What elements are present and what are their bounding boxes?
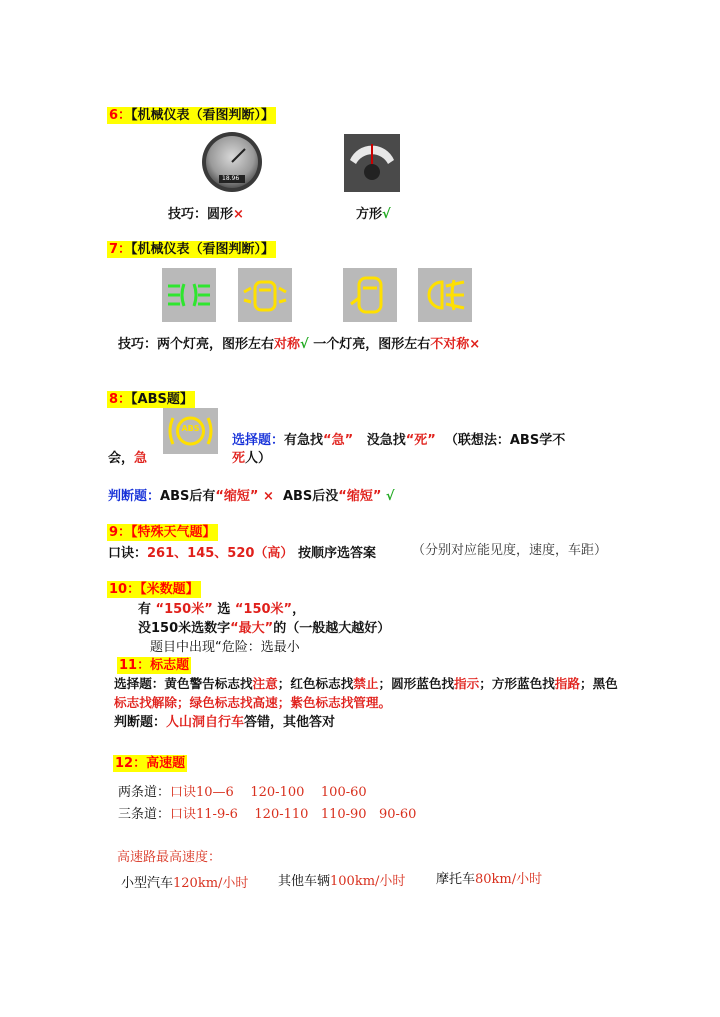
low-beam-indicator-icon	[162, 268, 216, 322]
s11-line1: 选择题：黄色警告标志找注意；红色标志找禁止；圆形蓝色找指示；方形蓝色找指路；黑色	[114, 676, 618, 691]
door-open-indicator-icon	[343, 268, 397, 322]
s10-line3: 题目中出现“危险：选最小	[150, 640, 300, 655]
hazard-car-indicator-icon	[238, 268, 292, 322]
s10-line1: 有 “150米” 选 “150米”，	[138, 602, 306, 617]
round-gauge-image	[197, 131, 267, 193]
s12-max-title: 高速路最高速度：	[117, 850, 222, 865]
square-gauge-image	[344, 134, 400, 192]
s7-number: 7：	[109, 242, 132, 257]
s10-title: 【米数题】	[140, 582, 199, 597]
s12-title: 高速题	[146, 756, 186, 771]
s6-tip-square: 方形√	[356, 207, 391, 222]
s6-heading	[107, 104, 276, 123]
s7-heading	[107, 238, 276, 257]
s12-two-lanes: 两条道：口诀10—6 120-100 100-60	[118, 785, 367, 800]
abs-icon-text: ABS	[181, 424, 200, 433]
s9-heading	[107, 521, 218, 540]
s9-note: （分别对应能见度，速度，车距）	[412, 543, 608, 558]
check-mark-icon: √	[300, 337, 309, 352]
s8-line2: 会，急	[108, 451, 148, 466]
cross-mark-icon: ×	[469, 337, 481, 352]
s10-line2: 没150米选数字“最大”的（一般越大越好）	[138, 621, 391, 636]
s7-title: 【机械仪表（看图判断）】	[131, 242, 275, 257]
s8-line1: 选择题：有急找“急” 没急找“死” （联想法：ABS学不	[232, 433, 566, 448]
abs-indicator-icon	[163, 408, 218, 454]
s12-three-lanes: 三条道：口诀11-9-6 120-110 110-90 90-60	[118, 807, 417, 822]
s6-number: 6：	[109, 108, 132, 123]
s10-number: 10：	[109, 582, 141, 597]
cross-mark-icon: ×	[262, 489, 274, 504]
s8-line3: 死人）	[232, 451, 272, 466]
s9-number: 9：	[109, 525, 132, 540]
cross-mark-icon: ×	[233, 207, 244, 222]
rear-fog-indicator-icon	[418, 268, 472, 322]
s11-number: 11：	[119, 658, 151, 673]
s11-judge: 判断题：人山洞自行车答错，其他答对	[114, 715, 336, 730]
s11-heading	[117, 654, 191, 673]
s6-tip-round: 技巧：圆形×	[168, 207, 244, 222]
gauge-readout: 18.96	[222, 175, 240, 182]
check-mark-icon: √	[385, 489, 395, 504]
s8-number: 8：	[109, 392, 132, 407]
check-mark-icon: √	[382, 207, 391, 222]
s7-tip: 技巧：两个灯亮，图形左右对称√ 一个灯亮，图形左右不对称×	[118, 337, 481, 352]
s8-heading	[107, 388, 195, 407]
s8-title: 【ABS题】	[131, 392, 193, 407]
s10-heading	[107, 578, 201, 597]
s12-car: 小型汽车120km/小时	[121, 876, 249, 891]
s12-other: 其他车辆100km/小时	[278, 874, 406, 889]
s12-moto: 摩托车80km/小时	[436, 872, 543, 887]
s9-title: 【特殊天气题】	[131, 525, 216, 540]
s12-heading	[113, 752, 187, 771]
s8-judge: 判断题：ABS后有“缩短” × ABS后没“缩短” √	[108, 489, 395, 504]
s12-number: 12：	[115, 756, 147, 771]
s9-kouJue: 口诀：261、145、520（高） 按顺序选答案	[108, 546, 376, 561]
s11-title: 标志题	[150, 658, 190, 673]
s6-title: 【机械仪表（看图判断）】	[131, 108, 275, 123]
s11-line2: 标志找解除；绿色标志找高速；紫色标志找管理。	[114, 695, 392, 710]
